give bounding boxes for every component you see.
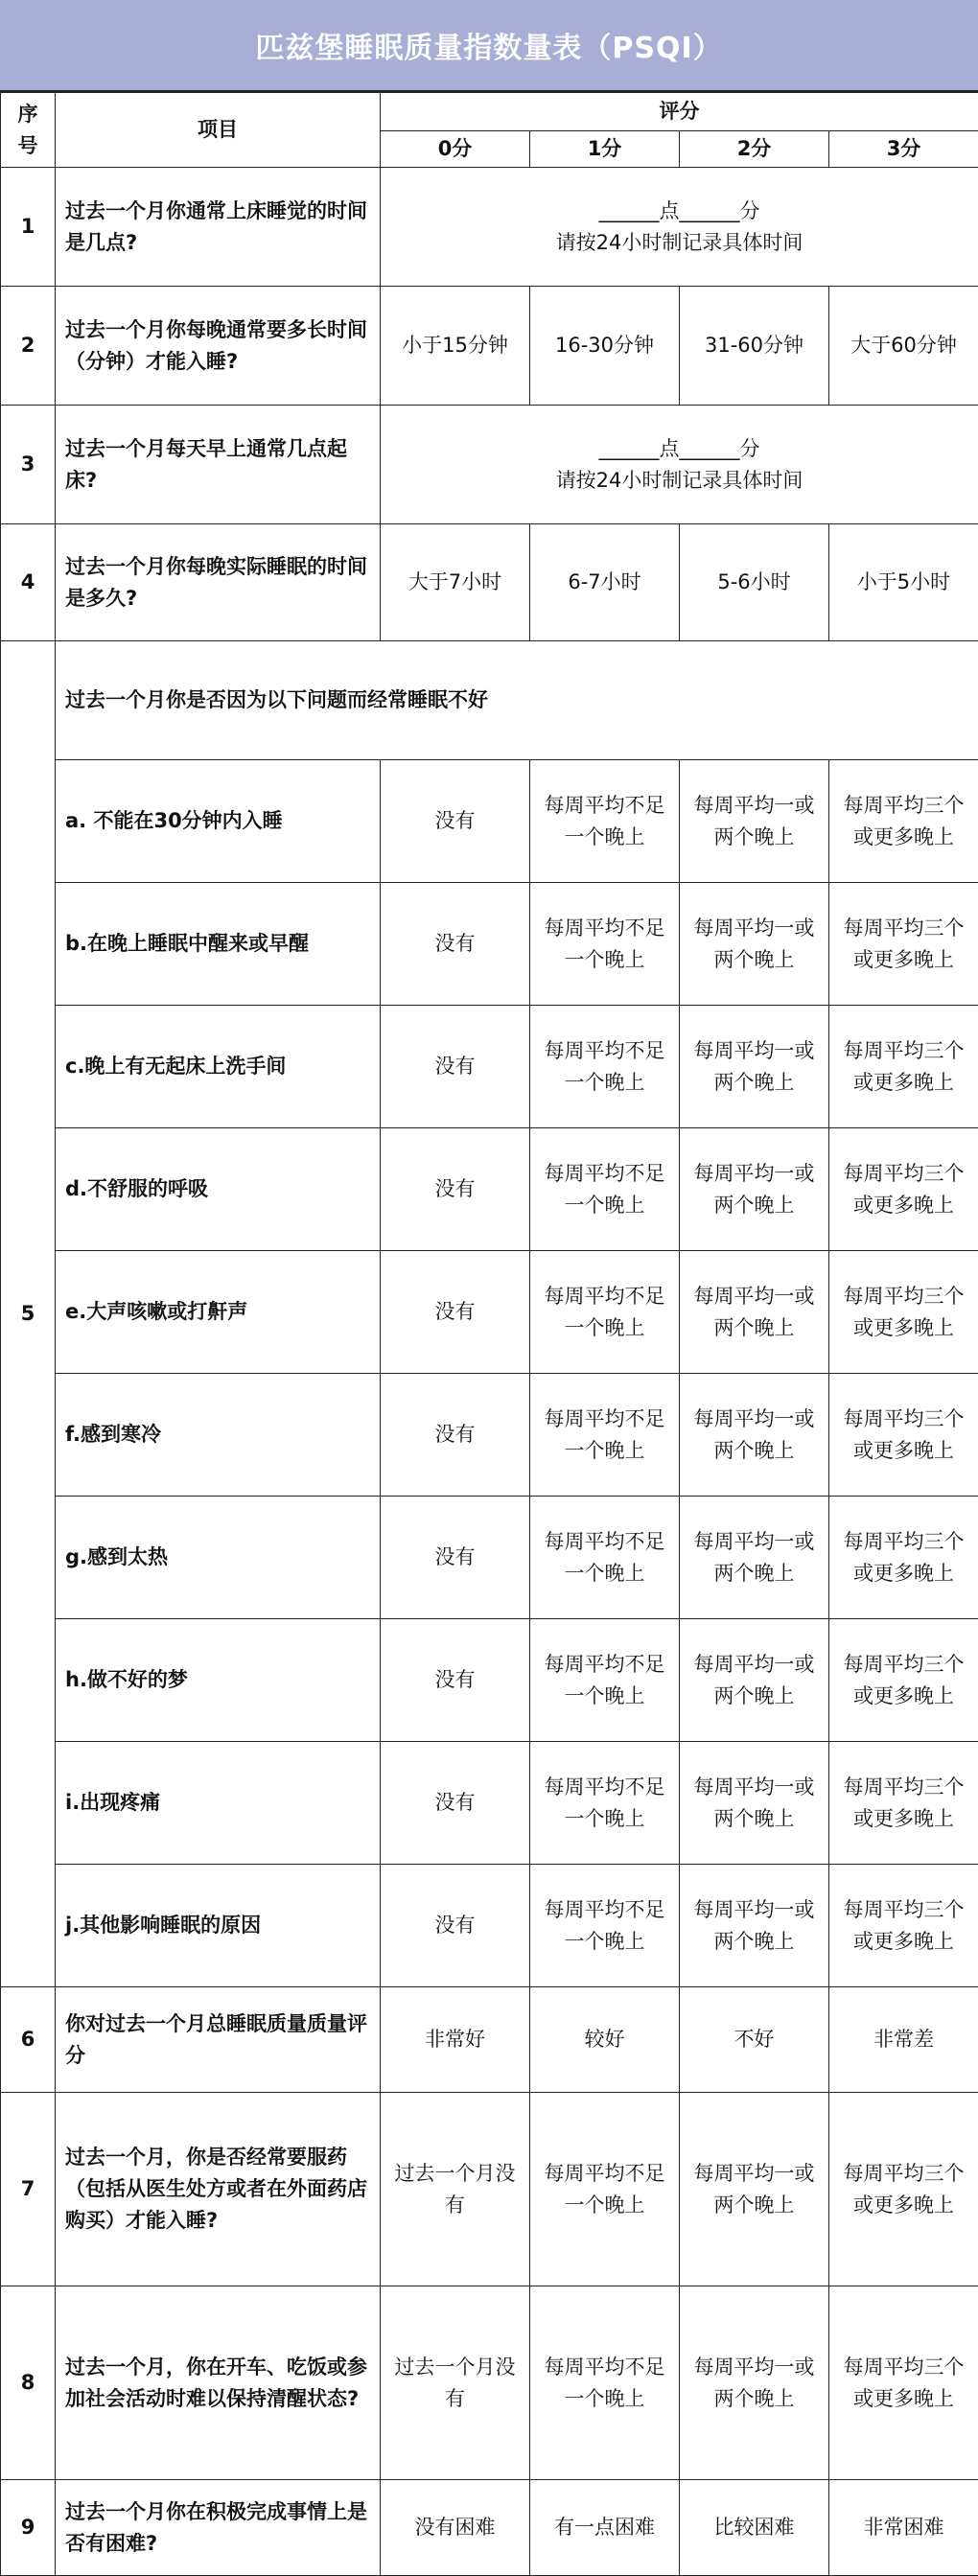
option-cell: 每周平均三个或更多晚上 [829, 1374, 978, 1497]
time-fill-line: ______点______分 [598, 436, 760, 460]
table-row [1, 1497, 978, 1619]
q5-sub-item: d.不舒服的呼吸 [56, 1128, 381, 1251]
option-cell: 每周平均不足一个晚上 [530, 883, 680, 1006]
table-row [1, 2093, 978, 2286]
option-cell: 每周平均三个或更多晚上 [829, 2286, 978, 2480]
option-cell: 不好 [680, 1987, 829, 2093]
option-cell: 小于5小时 [829, 524, 978, 641]
option-cell: 每周平均一或两个晚上 [680, 1006, 829, 1128]
table-row [1, 287, 978, 406]
q5-sub-item: a. 不能在30分钟内入睡 [56, 760, 381, 883]
table-row [1, 1374, 978, 1497]
table-row [1, 1987, 978, 2093]
option-cell: 没有困难 [381, 2480, 530, 2576]
option-cell: 每周平均三个或更多晚上 [829, 1006, 978, 1128]
option-cell: 每周平均不足一个晚上 [530, 1865, 680, 1987]
option-cell: 过去一个月没有 [381, 2093, 530, 2286]
option-cell: 大于60分钟 [829, 287, 978, 406]
option-cell: 每周平均一或两个晚上 [680, 883, 829, 1006]
header-seq: 序号 [1, 93, 56, 168]
row-number: 7 [1, 2093, 56, 2286]
q5-sub-item: g.感到太热 [56, 1497, 381, 1619]
option-cell: 有一点困难 [530, 2480, 680, 2576]
option-cell: 每周平均一或两个晚上 [680, 1128, 829, 1251]
option-cell: 每周平均一或两个晚上 [680, 2093, 829, 2286]
option-cell: 每周平均三个或更多晚上 [829, 1865, 978, 1987]
q5-sub-item: e.大声咳嗽或打鼾声 [56, 1251, 381, 1374]
page-title: 匹兹堡睡眠质量指数量表（PSQI） [0, 0, 978, 92]
q5-sub-item: b.在晚上睡眠中醒来或早醒 [56, 883, 381, 1006]
option-cell: 每周平均三个或更多晚上 [829, 1497, 978, 1619]
option-cell: 没有 [381, 1251, 530, 1374]
table-row [1, 760, 978, 883]
option-cell: 非常困难 [829, 2480, 978, 2576]
option-cell: 每周平均不足一个晚上 [530, 1374, 680, 1497]
header-score: 评分 [381, 93, 978, 131]
option-cell: 每周平均不足一个晚上 [530, 2093, 680, 2286]
table-row [1, 1251, 978, 1374]
option-cell: 没有 [381, 1742, 530, 1865]
option-cell: 6-7小时 [530, 524, 680, 641]
option-cell: 没有 [381, 1497, 530, 1619]
option-cell: 每周平均一或两个晚上 [680, 1374, 829, 1497]
option-cell: 没有 [381, 1374, 530, 1497]
option-cell: 没有 [381, 760, 530, 883]
option-cell: 每周平均一或两个晚上 [680, 760, 829, 883]
table-row [1, 1865, 978, 1987]
option-cell: 没有 [381, 1865, 530, 1987]
header-item: 项目 [56, 93, 381, 168]
table-row [1, 1128, 978, 1251]
option-cell: 每周平均不足一个晚上 [530, 2286, 680, 2480]
q5-sub-item: c.晚上有无起床上洗手间 [56, 1006, 381, 1128]
table-row [1, 406, 978, 524]
table-row [1, 1619, 978, 1742]
row-item: 过去一个月你每晚通常要多长时间（分钟）才能入睡? [56, 287, 381, 406]
q5-sub-item: i.出现疼痛 [56, 1742, 381, 1865]
time-fill-note: 请按24小时制记录具体时间 [555, 230, 803, 254]
option-cell: 每周平均一或两个晚上 [680, 1742, 829, 1865]
time-fill-cell [381, 168, 978, 287]
table-row [1, 641, 978, 760]
option-cell: 每周平均不足一个晚上 [530, 1619, 680, 1742]
header-score-0: 0分 [381, 131, 530, 168]
option-cell: 没有 [381, 1619, 530, 1742]
option-cell: 每周平均三个或更多晚上 [829, 760, 978, 883]
option-cell: 过去一个月没有 [381, 2286, 530, 2480]
header-score-1: 1分 [530, 131, 680, 168]
option-cell: 16-30分钟 [530, 287, 680, 406]
option-cell: 非常差 [829, 1987, 978, 2093]
option-cell: 每周平均三个或更多晚上 [829, 1128, 978, 1251]
option-cell: 每周平均三个或更多晚上 [829, 1742, 978, 1865]
row-item: 过去一个月你在积极完成事情上是否有困难? [56, 2480, 381, 2576]
option-cell: 31-60分钟 [680, 287, 829, 406]
option-cell: 每周平均不足一个晚上 [530, 1742, 680, 1865]
option-cell: 5-6小时 [680, 524, 829, 641]
time-fill-line: ______点______分 [598, 198, 760, 222]
option-cell: 每周平均一或两个晚上 [680, 1865, 829, 1987]
table-row [1, 1006, 978, 1128]
table-row [1, 524, 978, 641]
row-number: 2 [1, 287, 56, 406]
row-item: 过去一个月你每晚实际睡眠的时间是多久? [56, 524, 381, 641]
option-cell: 每周平均一或两个晚上 [680, 2286, 829, 2480]
row-number: 4 [1, 524, 56, 641]
q5-sub-item: h.做不好的梦 [56, 1619, 381, 1742]
table-row [1, 2480, 978, 2576]
option-cell: 没有 [381, 1128, 530, 1251]
row-number: 8 [1, 2286, 56, 2480]
option-cell: 比较困难 [680, 2480, 829, 2576]
row-number: 1 [1, 168, 56, 287]
option-cell: 较好 [530, 1987, 680, 2093]
header-score-3: 3分 [829, 131, 978, 168]
option-cell: 每周平均三个或更多晚上 [829, 2093, 978, 2286]
row-item: 过去一个月，你在开车、吃饭或参加社会活动时难以保持清醒状态? [56, 2286, 381, 2480]
table-row [1, 2286, 978, 2480]
option-cell: 每周平均三个或更多晚上 [829, 1619, 978, 1742]
row-number: 9 [1, 2480, 56, 2576]
option-cell: 大于7小时 [381, 524, 530, 641]
option-cell: 没有 [381, 1006, 530, 1128]
table-row [1, 883, 978, 1006]
table-row [1, 168, 978, 287]
option-cell: 每周平均一或两个晚上 [680, 1619, 829, 1742]
option-cell: 每周平均不足一个晚上 [530, 1006, 680, 1128]
option-cell: 每周平均不足一个晚上 [530, 1497, 680, 1619]
option-cell: 每周平均不足一个晚上 [530, 1128, 680, 1251]
option-cell: 非常好 [381, 1987, 530, 2093]
q5-sub-item: f.感到寒冷 [56, 1374, 381, 1497]
row-item: 过去一个月你通常上床睡觉的时间是几点? [56, 168, 381, 287]
option-cell: 小于15分钟 [381, 287, 530, 406]
q5-sub-item: j.其他影响睡眠的原因 [56, 1865, 381, 1987]
row-item: 过去一个月每天早上通常几点起床? [56, 406, 381, 524]
option-cell: 每周平均一或两个晚上 [680, 1497, 829, 1619]
table-row [1, 1742, 978, 1865]
row-number: 5 [1, 641, 56, 1987]
option-cell: 每周平均三个或更多晚上 [829, 1251, 978, 1374]
q5-intro: 过去一个月你是否因为以下问题而经常睡眠不好 [56, 641, 978, 760]
psqi-table [0, 92, 978, 2576]
option-cell: 每周平均不足一个晚上 [530, 760, 680, 883]
option-cell: 每周平均三个或更多晚上 [829, 883, 978, 1006]
row-number: 3 [1, 406, 56, 524]
option-cell: 每周平均一或两个晚上 [680, 1251, 829, 1374]
option-cell: 每周平均不足一个晚上 [530, 1251, 680, 1374]
header-score-2: 2分 [680, 131, 829, 168]
row-item: 你对过去一个月总睡眠质量质量评分 [56, 1987, 381, 2093]
row-number: 6 [1, 1987, 56, 2093]
option-cell: 没有 [381, 883, 530, 1006]
time-fill-note: 请按24小时制记录具体时间 [555, 468, 803, 492]
time-fill-cell [381, 406, 978, 524]
row-item: 过去一个月，你是否经常要服药（包括从医生处方或者在外面药店购买）才能入睡? [56, 2093, 381, 2286]
